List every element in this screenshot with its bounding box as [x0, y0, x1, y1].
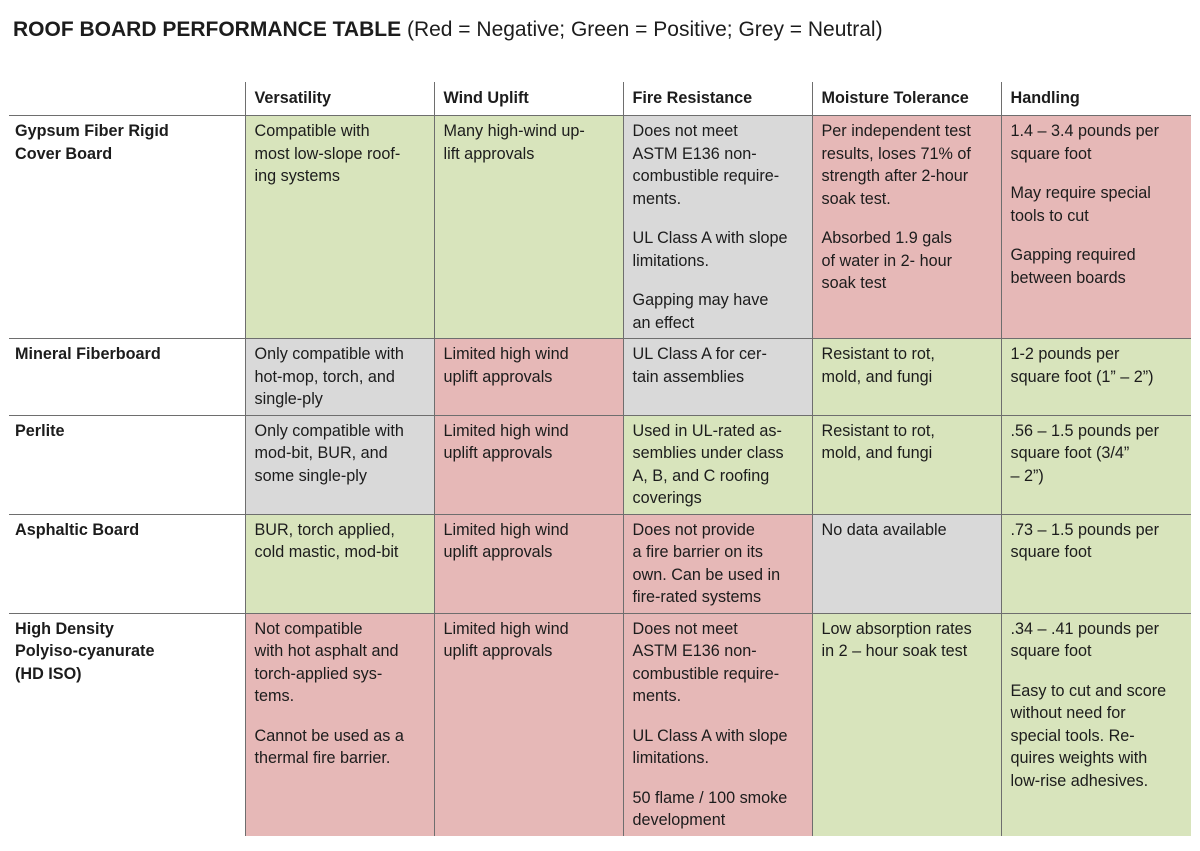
cell-text-line: combustible require- — [632, 167, 780, 185]
cell-text-line: lift approvals — [443, 144, 535, 163]
cell-text-line: thermal fire barrier. — [254, 749, 391, 767]
table-cell-neutral — [623, 116, 812, 339]
cell-paragraph — [1011, 120, 1184, 165]
table-cell-negative — [1001, 116, 1191, 339]
cell-text-line: an effect — [632, 313, 695, 332]
cell-text-line: tools to cut — [1010, 206, 1089, 225]
cell-paragraph — [633, 289, 804, 334]
cell-text-line: fire-rated systems — [632, 588, 762, 606]
cell-text-line: ASTM E136 non- — [632, 642, 757, 660]
cell-text-line: uplift approvals — [443, 367, 553, 386]
cell-text-line: UL Class A with slope — [632, 229, 788, 247]
cell-text-line: mold, and fungi — [821, 367, 933, 386]
column-header: Fire Resistance — [623, 82, 812, 116]
cell-text-line: 1-2 pounds per — [1010, 345, 1120, 363]
cell-text-line: Limited high wind — [443, 421, 569, 440]
row-header — [9, 514, 245, 613]
cell-paragraph — [822, 120, 993, 210]
table-row — [9, 116, 1191, 339]
table-cell-negative — [623, 514, 812, 613]
cell-paragraph — [1011, 420, 1184, 488]
column-header: Moisture Tolerance — [812, 82, 1001, 116]
cell-paragraph — [633, 519, 804, 609]
column-header: Wind Uplift — [434, 82, 623, 116]
cell-text-line: Easy to cut and score — [1010, 681, 1167, 700]
cell-text-line: – 2”) — [1010, 466, 1044, 485]
table-cell-positive — [434, 116, 623, 339]
cell-text-line: Does not meet — [632, 619, 738, 638]
cell-text-line: some single-ply — [254, 466, 367, 485]
cell-text-line: Absorbed 1.9 gals — [821, 229, 952, 247]
cell-text-line: Low absorption rates — [821, 619, 972, 638]
table-cell-positive — [245, 116, 434, 339]
cell-paragraph — [255, 519, 426, 564]
cell-text-line: hot-mop, torch, and — [254, 367, 395, 386]
corner-header-cell — [9, 82, 245, 116]
column-header: Versatility — [245, 82, 434, 116]
cell-text-line: .56 – 1.5 pounds per — [1010, 421, 1160, 440]
cell-paragraph — [444, 519, 615, 564]
cell-text-line: own. Can be used in — [632, 565, 781, 584]
cell-text-line: A, B, and C roofing — [632, 466, 770, 485]
cell-text-line: mod-bit, BUR, and — [254, 444, 388, 462]
cell-text-line: soak test. — [821, 189, 891, 208]
cell-text-line: square foot — [1010, 144, 1092, 163]
cell-text-line: development — [632, 811, 726, 829]
cell-text-line: with hot asphalt and — [254, 642, 399, 660]
cell-text-line: tems. — [254, 687, 295, 705]
cell-text-line: special tools. Re- — [1010, 726, 1135, 745]
cell-paragraph — [444, 343, 615, 388]
cell-text-line: Many high-wind up- — [443, 122, 585, 140]
cell-text-line: between boards — [1010, 268, 1126, 287]
cell-text-line: a fire barrier on its — [632, 543, 763, 561]
cell-text-line: limitations. — [632, 749, 709, 767]
cell-text-line: Only compatible with — [254, 345, 404, 363]
cell-paragraph — [255, 343, 426, 411]
cell-text-line: ments. — [632, 687, 682, 705]
cell-paragraph — [633, 343, 804, 388]
table-cell-negative — [434, 613, 623, 836]
cell-text-line: Resistant to rot, — [821, 421, 935, 440]
table-cell-negative — [434, 339, 623, 416]
row-header — [9, 613, 245, 836]
table-cell-positive — [812, 613, 1001, 836]
cell-paragraph — [633, 227, 804, 272]
row-header — [9, 116, 245, 339]
row-header — [9, 415, 245, 514]
row-header — [9, 339, 245, 416]
cell-text-line: most low-slope roof- — [254, 144, 401, 163]
cell-paragraph — [1011, 519, 1184, 564]
cell-text-line: quires weights with — [1010, 749, 1148, 767]
cell-text-line: BUR, torch applied, — [254, 520, 395, 539]
cell-paragraph — [633, 787, 804, 832]
table-cell-positive — [623, 415, 812, 514]
cell-text-line: cold mastic, mod-bit — [254, 543, 399, 561]
cell-text-line: Limited high wind — [443, 345, 569, 363]
table-cell-positive — [1001, 415, 1191, 514]
cell-text-line: Used in UL-rated as- — [632, 421, 782, 440]
cell-paragraph — [1011, 244, 1184, 289]
cell-paragraph — [255, 618, 426, 708]
table-body — [9, 116, 1191, 836]
cell-text-line: limitations. — [632, 251, 709, 270]
table-cell-neutral — [245, 339, 434, 416]
cell-paragraph — [255, 120, 426, 188]
cell-text-line: 1.4 – 3.4 pounds per — [1010, 122, 1160, 140]
cell-text-line: of water in 2- hour — [821, 251, 952, 270]
cell-text-line: uplift approvals — [443, 642, 553, 660]
cell-text-line: combustible require- — [632, 664, 780, 683]
table-title: ROOF BOARD PERFORMANCE TABLE — [13, 18, 402, 41]
cell-text-line: Limited high wind — [443, 619, 569, 638]
cell-text-line: uplift approvals — [443, 444, 553, 462]
cell-text-line: square foot (1” – 2”) — [1010, 367, 1154, 386]
row-header-line: Gypsum Fiber Rigid — [15, 122, 169, 140]
page-title — [13, 16, 883, 44]
table-cell-positive — [245, 514, 434, 613]
cell-text-line: low-rise adhesives. — [1010, 771, 1149, 790]
table-row — [9, 613, 1191, 836]
cell-paragraph — [1011, 618, 1184, 663]
row-header-line: Asphaltic Board — [15, 520, 140, 539]
cell-text-line: Does not provide — [632, 520, 755, 539]
table-row — [9, 514, 1191, 613]
row-header-line: Cover Board — [15, 144, 113, 163]
cell-text-line: in 2 – hour soak test — [821, 642, 968, 660]
table-cell-negative — [434, 514, 623, 613]
cell-text-line: Per independent test — [821, 122, 971, 140]
cell-text-line: coverings — [632, 489, 702, 507]
cell-text-line: No data available — [821, 520, 947, 539]
table-cell-positive — [1001, 613, 1191, 836]
cell-paragraph — [822, 343, 993, 388]
cell-text-line: semblies under class — [632, 444, 784, 462]
table-cell-neutral — [812, 514, 1001, 613]
cell-text-line: uplift approvals — [443, 543, 553, 561]
cell-paragraph — [822, 519, 993, 542]
cell-text-line: Does not meet — [632, 122, 738, 140]
cell-text-line: square foot — [1010, 642, 1092, 660]
table-cell-positive — [812, 339, 1001, 416]
cell-text-line: square foot (3/4” — [1010, 444, 1130, 462]
table-cell-positive — [1001, 514, 1191, 613]
cell-text-line: ASTM E136 non- — [632, 144, 757, 163]
row-header-line: Mineral Fiberboard — [15, 345, 161, 363]
cell-text-line: ing systems — [254, 167, 340, 185]
cell-paragraph — [822, 227, 993, 295]
cell-paragraph — [444, 120, 615, 165]
cell-text-line: results, loses 71% of — [821, 144, 971, 163]
cell-paragraph — [444, 420, 615, 465]
table-cell-positive — [1001, 339, 1191, 416]
column-header: Handling — [1001, 82, 1191, 116]
cell-text-line: Limited high wind — [443, 520, 569, 539]
cell-text-line: Not compatible — [254, 619, 363, 638]
cell-text-line: May require special — [1010, 184, 1151, 202]
cell-text-line: Compatible with — [254, 122, 370, 140]
cell-text-line: mold, and fungi — [821, 444, 933, 462]
cell-text-line: tain assemblies — [632, 367, 745, 386]
table-cell-negative — [245, 613, 434, 836]
cell-text-line: strength after 2-hour — [821, 167, 969, 185]
row-header-line: Perlite — [15, 421, 65, 440]
cell-paragraph — [633, 725, 804, 770]
cell-text-line: .34 – .41 pounds per — [1010, 619, 1160, 638]
table-cell-neutral — [623, 339, 812, 416]
cell-paragraph — [1011, 680, 1184, 793]
roof-board-performance-table — [9, 82, 1191, 836]
cell-text-line: 50 flame / 100 smoke — [632, 788, 788, 807]
cell-paragraph — [633, 618, 804, 708]
cell-paragraph — [822, 420, 993, 465]
table-row — [9, 339, 1191, 416]
row-header-line: Polyiso-cyanurate — [15, 642, 155, 660]
cell-paragraph — [1011, 182, 1184, 227]
table-row — [9, 415, 1191, 514]
cell-text-line: soak test — [821, 274, 887, 292]
row-header-line: (HD ISO) — [15, 664, 82, 683]
table-cell-positive — [812, 415, 1001, 514]
cell-text-line: torch-applied sys- — [254, 664, 383, 683]
table-cell-negative — [812, 116, 1001, 339]
cell-text-line: Cannot be used as a — [254, 726, 404, 745]
cell-text-line: .73 – 1.5 pounds per — [1010, 520, 1160, 539]
cell-paragraph — [255, 420, 426, 488]
cell-paragraph — [822, 618, 993, 663]
color-legend: (Red = Negative; Green = Positive; Grey = Neutral) — [406, 18, 883, 41]
header-row — [9, 82, 1191, 116]
cell-text-line: single-ply — [254, 390, 323, 408]
cell-paragraph — [444, 618, 615, 663]
cell-text-line: Gapping may have — [632, 291, 769, 309]
row-header-line: High Density — [15, 619, 114, 638]
cell-text-line: without need for — [1010, 704, 1126, 722]
cell-paragraph — [633, 420, 804, 510]
cell-text-line: Only compatible with — [254, 421, 404, 440]
cell-paragraph — [1011, 343, 1184, 388]
cell-text-line: Resistant to rot, — [821, 345, 935, 363]
table-cell-neutral — [245, 415, 434, 514]
cell-text-line: ments. — [632, 189, 682, 208]
cell-text-line: square foot — [1010, 543, 1092, 561]
cell-paragraph — [255, 725, 426, 770]
cell-text-line: Gapping required — [1010, 246, 1136, 264]
table-cell-negative — [434, 415, 623, 514]
table-cell-negative — [623, 613, 812, 836]
cell-paragraph — [633, 120, 804, 210]
cell-text-line: UL Class A for cer- — [632, 345, 767, 363]
cell-text-line: UL Class A with slope — [632, 726, 788, 745]
